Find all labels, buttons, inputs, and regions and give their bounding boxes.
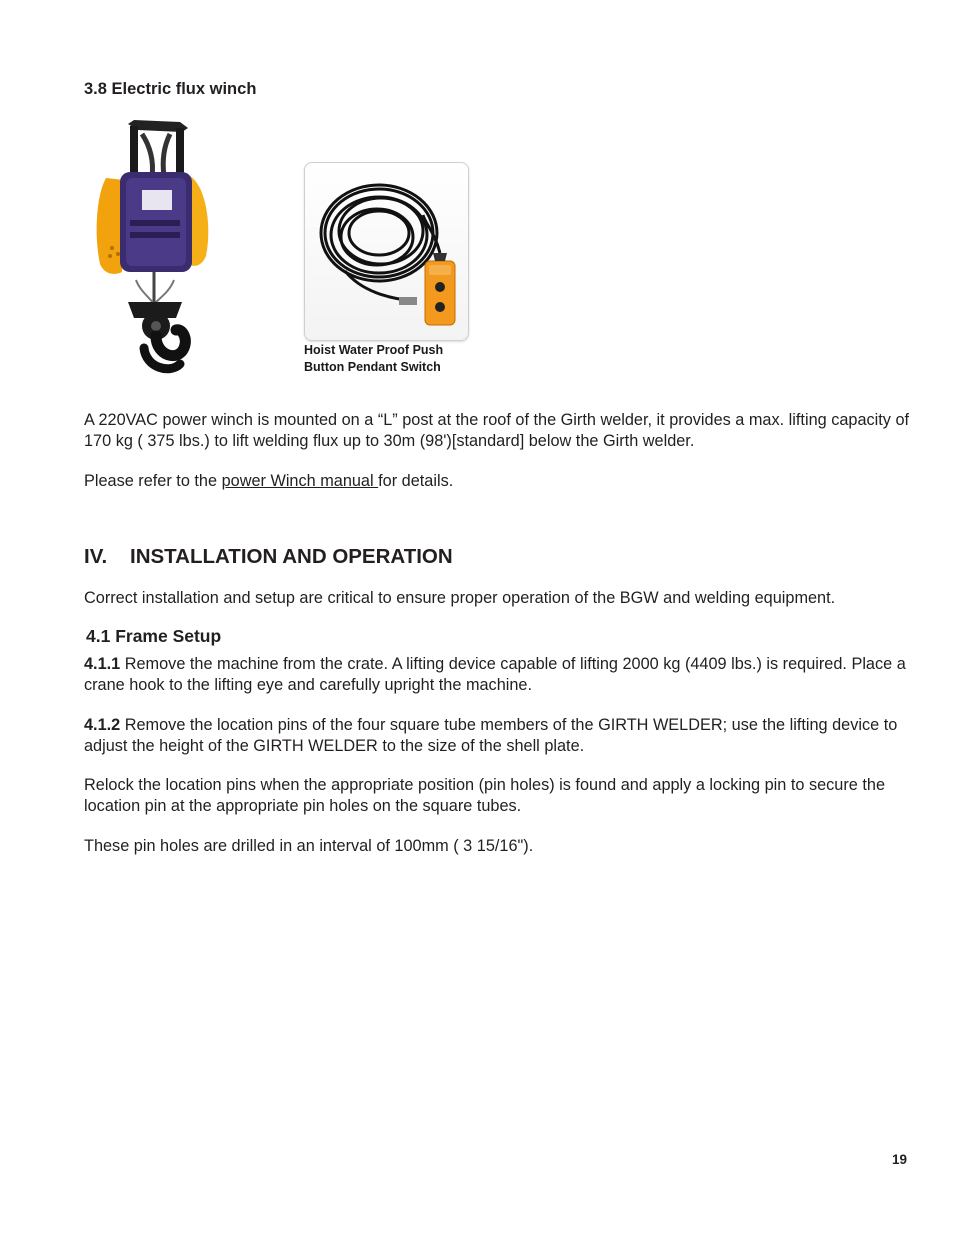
- caption-line-1: Hoist Water Proof Push: [304, 343, 444, 357]
- step-4-1-1-number: 4.1.1: [84, 655, 121, 673]
- chapter-title: INSTALLATION AND OPERATION: [130, 545, 453, 568]
- relock-paragraph: Relock the location pins when the appropriate position (pin holes) is found and apply a locking pin to secure the location pin at the appropriate pin holes on the square tubes.: [84, 776, 885, 815]
- figure-caption: [304, 342, 504, 376]
- step-4-1-1: [84, 654, 914, 695]
- interval-paragraph: These pin holes are drilled in an interval of 100mm ( 3 15/16").: [84, 837, 534, 855]
- step-4-1-2-number: 4.1.2: [84, 716, 121, 734]
- chapter-intro: Correct installation and setup are critical to ensure proper operation of the BGW and welding equipment.: [84, 589, 836, 607]
- section-heading: 3.8 Electric flux winch: [84, 80, 257, 98]
- page-number: 19: [892, 1152, 908, 1167]
- winch-description: A 220VAC power winch is mounted on a “L” post at the roof of the Girth welder, it provides a max. lifting capacity of 170 kg ( 375 lbs.) to lift welding flux up to 30m (98')[standard] below the Girth welder.: [84, 411, 910, 450]
- refer-after: for details.: [378, 472, 454, 490]
- chapter-heading: [84, 545, 584, 569]
- caption-line-2: Button Pendant Switch: [304, 360, 441, 374]
- step-4-1-2: [84, 715, 914, 756]
- step-4-1-2-text: Remove the location pins of the four square tube members of the GIRTH WELDER; use the lifting device to adjust the height of the GIRTH WELDER to the size of the shell plate.: [84, 716, 898, 755]
- refer-paragraph: [84, 471, 914, 492]
- pendant-switch-image: [304, 162, 469, 341]
- chapter-number: IV.: [84, 545, 108, 568]
- frame-setup-heading: 4.1 Frame Setup: [86, 626, 222, 646]
- refer-before: Please refer to the: [84, 472, 222, 490]
- step-4-1-1-text: Remove the machine from the crate. A lifting device capable of lifting 2000 kg (4409 lbs.) is required. Place a crane hook to the lifting eye and carefully upright the machine.: [84, 655, 906, 694]
- power-winch-manual-link[interactable]: power Winch manual: [221, 472, 379, 490]
- electric-winch-image: [90, 116, 218, 378]
